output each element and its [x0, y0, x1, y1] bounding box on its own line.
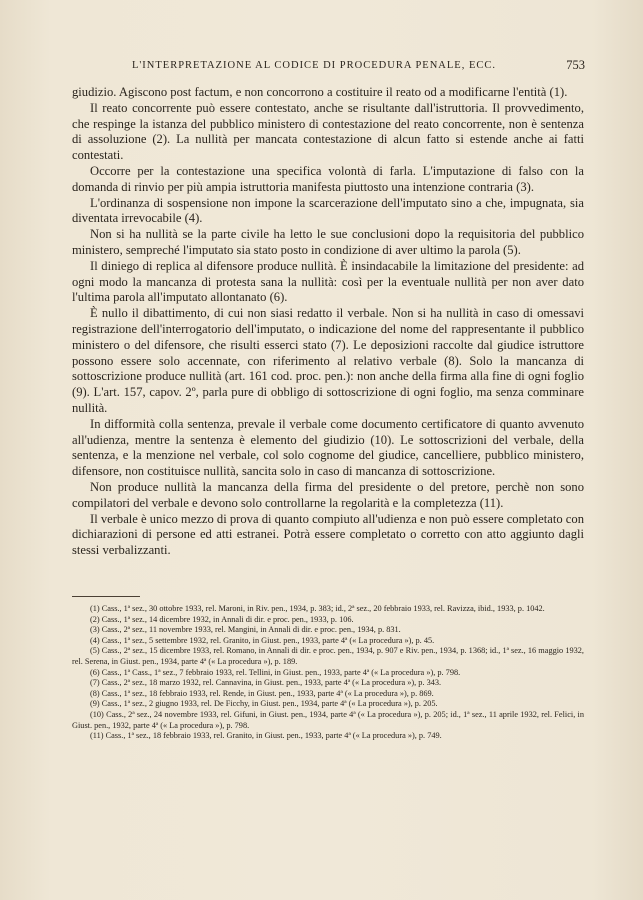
footnote-divider — [72, 596, 140, 597]
footnote: (9) Cass., 1ª sez., 2 giugno 1933, rel. De Ficchy, in Giust. pen., 1934, parte 4ª (« La procedura »), p. 205. — [90, 699, 438, 709]
paragraph: L'ordinanza di sospensione non impone la scarcerazione dell'imputato sino a che, impugnata, sia diventata irrevocabile (4). — [72, 195, 584, 226]
paragraph: Il reato concorrente può essere contestato, anche se risultante dall'istruttoria. Il provvedimento, che respinge la istanza del pubblico ministero di contestazione del reato concorrente, non è sentenza di assoluzione (2). La nullità per mancata contestazione di alcun fatto si estende anche ai fatti contestati. — [72, 100, 584, 163]
footnote: (11) Cass., 1ª sez., 18 febbraio 1933, rel. Granito, in Giust. pen., 1933, parte 4ª (« La procedura »), p. 749. — [90, 731, 442, 741]
paragraph: Il verbale è unico mezzo di prova di quanto compiuto all'udienza e non può essere completato con dichiarazioni di persone ed atti estranei. Potrà essere completato o corretto con atto aggiunto dagli stessi verbalizzanti. — [72, 511, 584, 558]
page-header — [70, 58, 585, 76]
paragraph: È nullo il dibattimento, di cui non siasi redatto il verbale. Non si ha nullità in caso di omessavi registrazione dell'interrogatorio dell'imputato, o indicazione del nome del rappresentante il pubblico ministero o del difensore, che risulti esserci stato (7). Le deposizioni raccolte dal giudice istruttore possono essere solo accennate, con riferimento al relativo verbale (8). Solo la mancanza di sottoscrizione produce nullità (art. 161 cod. proc. pen.): non anche della firma alla fine di ogni foglio (9). L'art. 157, capov. 2º, parla pure di obbligo di sottoscrizione di ogni foglio, ma senza comminare nullità. — [72, 306, 584, 415]
footnote: (1) Cass., 1ª sez., 30 ottobre 1933, rel. Maroni, in Riv. pen., 1934, p. 383; id., 2ª sez., 20 febbraio 1933, rel. Ravizza, ibid., 1933, p. 1042. — [90, 604, 545, 613]
footnote: (2) Cass., 1ª sez., 14 dicembre 1932, in Annali di dir. e proc. pen., 1933, p. 106. — [90, 614, 354, 624]
footnote: (10) Cass., 2ª sez., 24 novembre 1933, rel. Gifuni, in Giust. pen., 1934, parte 4ª (« La procedura »), p. 205; id., 1ª sez., 11 aprile 1932, rel. Felici, in Giust. pen., 1932, parte 4ª (« La procedura »), p. 798. — [72, 709, 584, 730]
body-text — [72, 85, 584, 559]
paragraph: Non si ha nullità se la parte civile ha letto le sue conclusioni dopo la requisitoria del pubblico ministero, sempreché l'imputato sia stato posto in condizione di aver ultimo la parola (5). — [72, 227, 584, 257]
footnote: (8) Cass., 1ª sez., 18 febbraio 1933, rel. Rende, in Giust. pen., 1933, parte 4ª (« La procedura »), p. 869. — [90, 688, 434, 698]
footnotes — [72, 604, 584, 742]
paragraph: Non produce nullità la mancanza della firma del presidente o del pretore, perchè non sono compilatori del verbale e devono solo controllarne la regolarità e la completezza (11). — [72, 479, 584, 510]
running-head: L'INTERPRETAZIONE AL CODICE DI PROCEDURA PENALE, ECC. — [132, 60, 496, 71]
paragraph: Occorre per la contestazione una specifica volontà di farla. L'imputazione di falso con la domanda di rinvio per più ampia istruttoria manifesta piuttosto una intenzione contraria (3). — [72, 163, 584, 194]
footnote: (4) Cass., 1ª sez., 5 settembre 1932, rel. Granito, in Giust. pen., 1933, parte 4ª (« La procedura »), p. 45. — [90, 635, 435, 645]
paragraph: Il diniego di replica al difensore produce nullità. È insindacabile la limitazione del presidente: ad ogni modo la mancanza di protesta sana la nullità: così per la eventuale nullità per non aver dato l'ultima parola all'imputato allontanato (6). — [72, 258, 584, 305]
footnote: (7) Cass., 2ª sez., 18 marzo 1932, rel. Cannavina, in Giust. pen., 1933, parte 4ª (« La procedura »), p. 343. — [90, 678, 442, 688]
footnote: (3) Cass., 2ª sez., 11 novembre 1933, rel. Mangini, in Annali di dir. e proc. pen., 1934, p. 831. — [90, 625, 401, 635]
page-number: 753 — [566, 58, 585, 72]
footnote: (5) Cass., 2ª sez., 15 dicembre 1933, rel. Romano, in Annali di dir. e proc. pen., 1934, p. 907 e Riv. pen., 1934, p. 1368; id., 1ª sez., 16 maggio 1932, rel. Serena, in Giust. pen., 1934, parte 4ª (« La procedura »), p. 189. — [72, 646, 584, 666]
footnote: (6) Cass., 1ª Cass., 1ª sez., 7 febbraio 1933, rel. Tellini, in Giust. pen., 1933, parte 4ª (« La procedura »), p. 798. — [90, 667, 461, 677]
paragraph: In difformità colla sentenza, prevale il verbale come documento certificatore di quanto avvenuto all'udienza, mentre la sentenza è elemento del giudizio (10). Le sottoscrizioni del verbale, della sentenza, e la menzione nel verbale, col solo cognome del giudice, cancelliere, pubblico ministero, difensore, non costituisce nullità, sancita solo in caso di mancanza di sottoscrizione. — [72, 416, 584, 479]
paragraph: giudizio. Agiscono post factum, e non concorrono a costituire il reato od a modificarne l'entità (1). — [72, 85, 568, 99]
